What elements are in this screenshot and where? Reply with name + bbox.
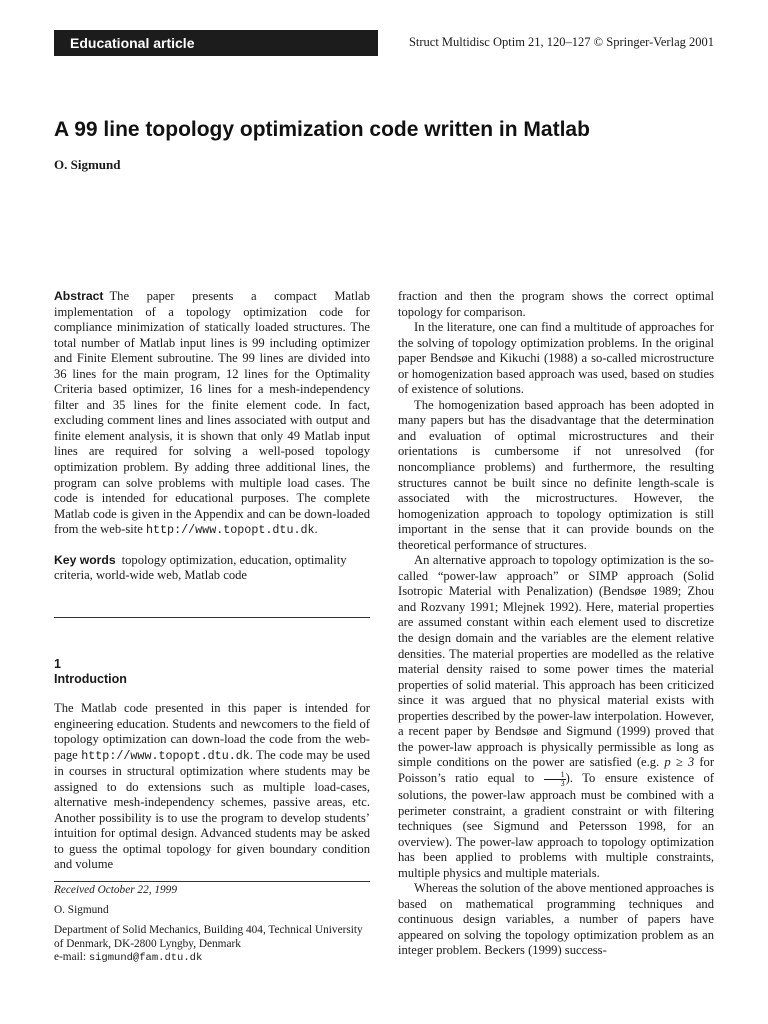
article-type-label: Educational article	[70, 35, 195, 51]
email-line	[54, 951, 370, 966]
affiliation-address: Department of Solid Mechanics, Building 404, Technical University of Denmark, DK-2800 Lyngby, Denmark	[54, 924, 363, 950]
keywords-text: topology optimization, education, optimality criteria, world-wide web, Matlab code	[54, 552, 347, 583]
fraction-denominator: 3	[560, 778, 565, 788]
right-paragraph-4	[398, 553, 714, 881]
introduction-paragraph	[54, 701, 370, 873]
section-number: 1	[54, 657, 61, 671]
intro-text-a: The Matlab code presented in this paper is intended for engineering education. Students and newcomers to the field of topology optimization can down-load the code from the web-page	[54, 701, 370, 762]
abstract-label: Abstract	[54, 289, 104, 303]
introduction-text	[54, 701, 370, 873]
right-p4-text-a: An alternative approach to topology optimization is the so-called “power-law approach” or SIMP approach (Solid Isotropic Material with Penalization) (Bendsøe 1989; Zhou and Rozvany 1991; Mlejnek 1992). Here, material properties are assumed constant within each element used to discretize the design domain and the variables are the element relative densities. The material properties are modelled as the relative material density raised to some power times the material properties of solid material. This approach has been criticized since it was argued that no physical material exists with properties described by the power-law interpolation. However, a recent paper by Bendsøe and Sigmund (1999) proved that the power-law approach is physically permissible as long as simple conditions on the power are satisfied (e.g.	[398, 553, 714, 770]
intro-url-link[interactable]: http://www.topopt.dtu.dk	[81, 748, 250, 763]
intro-text-b: . The code may be used in courses in structural optimization where students may be assigned to do extensions such as multiple load-cases, alternative mesh-independency schemes, passive areas, etc. Another possibility is to use the program to develop students’ intuition for optimal design. Advanced students may be asked to guess the optimal topology for given boundary condition and volume	[54, 747, 370, 872]
right-p4-text-b: for Poisson’s ratio equal to	[398, 755, 715, 785]
footnote-divider	[54, 881, 370, 882]
abstract-url-link[interactable]: http://www.topopt.dtu.dk	[145, 523, 315, 538]
section-title: Introduction	[54, 672, 127, 686]
paper-title: A 99 line topology optimization code written in Matlab	[54, 118, 590, 141]
keywords	[54, 553, 370, 584]
abstract-end: .	[314, 522, 318, 537]
right-paragraph-3: The homogenization based approach has been adopted in many papers but has the disadvantage that the determination and evaluation of optimal microstructures and their orientations is cumbersome if not unresolved (for noncompliance problems) and furthermore, the resulting structures cannot be built since no definite length-scale is associated with the microstructures. However, the homogenization approach to topology optimization is still important in the sense that it can provide bounds on the theoretical performance of structures.	[398, 397, 714, 552]
section-divider	[54, 617, 370, 618]
right-paragraph-1: fraction and then the program shows the correct optimal topology for comparison.	[398, 289, 714, 319]
journal-citation: Struct Multidisc Optim 21, 120–127 © Springer-Verlag 2001	[408, 35, 714, 49]
fraction-numerator: 1	[544, 771, 566, 780]
email-link[interactable]: sigmund@fam.dtu.dk	[88, 952, 203, 964]
right-column	[398, 289, 714, 959]
received-date: Received October 22, 1999	[54, 884, 177, 896]
left-column-top	[54, 289, 370, 584]
right-paragraph-5: Whereas the solution of the above mentioned approaches is based on mathematical programming techniques and continuous design variables, a number of papers have appeared on solving the topology optimization problem as an integer problem. Beckers (1999) success-	[398, 881, 714, 958]
power-condition: p ≥ 3	[664, 755, 695, 770]
abstract	[54, 289, 370, 539]
right-p4-text-c: ). To ensure existence of solutions, the power-law approach must be combined with a perimeter constraint, a gradient constraint or with filtering techniques (see Sigmund and Petersson 1998, for an overview). The power-law approach to topology optimization has been applied to problems with multiple constraints, multiple physics and multiple materials.	[398, 770, 714, 880]
fraction-one-third	[544, 771, 566, 788]
right-paragraph-2: In the literature, one can find a multitude of approaches for the solving of topology optimization problems. In the original paper Bendsøe and Kikuchi (1988) a so-called microstructure or homogenization based approach was used, based on studies of existence of solutions.	[398, 320, 714, 397]
author-affiliation	[54, 924, 370, 966]
keywords-label: Key words	[54, 552, 116, 567]
author-name: O. Sigmund	[54, 157, 121, 172]
abstract-text: The paper presents a compact Matlab implementation of a topology optimization code for compliance minimization of statically loaded structures. The total number of Matlab input lines is 99 including optimizer and Finite Element subroutine. The 99 lines are divided into 36 lines for the main program, 12 lines for the Optimality Criteria based optimizer, 16 lines for a mesh-independency filter and 35 lines for the finite element code. In fact, excluding comment lines and lines associated with output and finite element analysis, it is shown that only 49 Matlab input lines are required for solving a well-posed topology optimization problem. By adding three additional lines, the program can solve problems with multiple load cases. The code is intended for educational purposes. The complete Matlab code is given in the Appendix and can be down-loaded from the web-site	[54, 289, 370, 537]
footnote-author: O. Sigmund	[54, 904, 109, 916]
article-type-badge	[54, 30, 378, 56]
email-label: e-mail:	[54, 951, 86, 963]
